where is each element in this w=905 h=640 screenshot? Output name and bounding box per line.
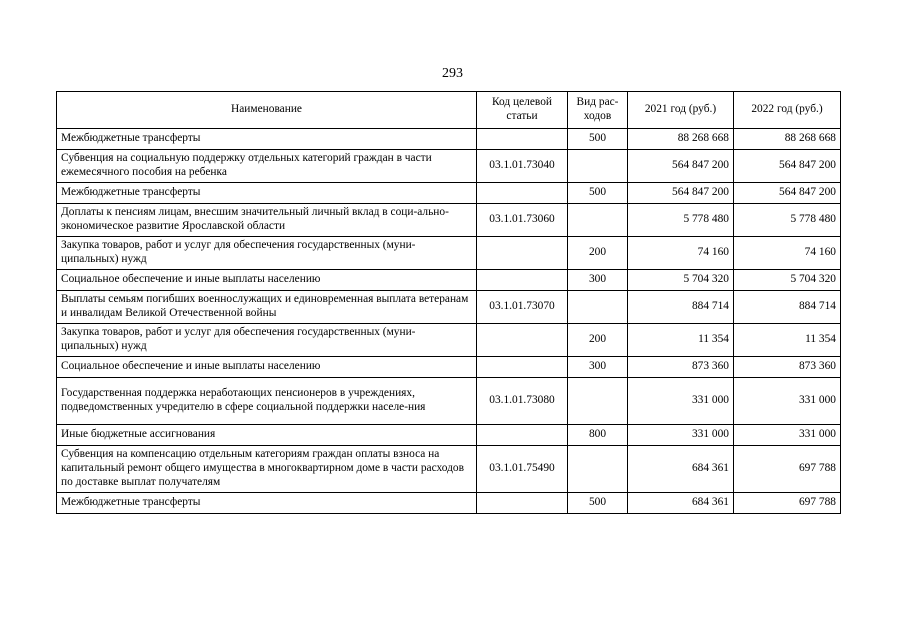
row-2022: 331 000 xyxy=(734,378,841,425)
row-type xyxy=(568,204,628,237)
row-code xyxy=(477,183,568,204)
row-type: 500 xyxy=(568,183,628,204)
row-code xyxy=(477,324,568,357)
row-2021: 684 361 xyxy=(628,493,734,514)
row-name: Доплаты к пенсиям лицам, внесшим значительный личный вклад в соци-ально-экономическое развитие Ярославской области xyxy=(57,204,477,237)
row-code: 03.1.01.73080 xyxy=(477,378,568,425)
row-type xyxy=(568,291,628,324)
table-row xyxy=(57,183,841,204)
row-2021: 564 847 200 xyxy=(628,183,734,204)
table-row xyxy=(57,446,841,493)
row-name: Субвенция на социальную поддержку отдельных категорий граждан в части ежемесячного пособия на ребенка xyxy=(57,150,477,183)
row-2021: 331 000 xyxy=(628,378,734,425)
header-name: Наименование xyxy=(57,92,477,129)
row-code: 03.1.01.73040 xyxy=(477,150,568,183)
row-type: 300 xyxy=(568,270,628,291)
row-name: Межбюджетные трансферты xyxy=(57,129,477,150)
row-2021: 873 360 xyxy=(628,357,734,378)
row-2021: 331 000 xyxy=(628,425,734,446)
row-2022: 564 847 200 xyxy=(734,183,841,204)
row-name: Социальное обеспечение и иные выплаты населению xyxy=(57,357,477,378)
row-2022: 331 000 xyxy=(734,425,841,446)
row-name: Межбюджетные трансферты xyxy=(57,183,477,204)
table-row xyxy=(57,378,841,425)
row-2022: 74 160 xyxy=(734,237,841,270)
row-name: Субвенция на компенсацию отдельным категориям граждан оплаты взноса на капитальный ремонт общего имущества в многоквартирном доме в части расходов по доставке выплат получателям xyxy=(57,446,477,493)
row-name: Межбюджетные трансферты xyxy=(57,493,477,514)
table-row xyxy=(57,493,841,514)
row-code: 03.1.01.73060 xyxy=(477,204,568,237)
row-2021: 684 361 xyxy=(628,446,734,493)
row-2021: 88 268 668 xyxy=(628,129,734,150)
row-2021: 74 160 xyxy=(628,237,734,270)
row-code xyxy=(477,270,568,291)
header-2021: 2021 год (руб.) xyxy=(628,92,734,129)
row-2022: 11 354 xyxy=(734,324,841,357)
row-type xyxy=(568,150,628,183)
row-2022: 564 847 200 xyxy=(734,150,841,183)
row-name: Закупка товаров, работ и услуг для обеспечения государственных (муни-ципальных) нужд xyxy=(57,324,477,357)
budget-table xyxy=(56,91,841,514)
row-2021: 884 714 xyxy=(628,291,734,324)
row-code xyxy=(477,493,568,514)
row-code xyxy=(477,129,568,150)
table-row xyxy=(57,357,841,378)
table-row xyxy=(57,324,841,357)
table-row xyxy=(57,425,841,446)
table-row xyxy=(57,237,841,270)
row-2022: 873 360 xyxy=(734,357,841,378)
table-header-row xyxy=(57,92,841,129)
row-code: 03.1.01.75490 xyxy=(477,446,568,493)
row-code xyxy=(477,357,568,378)
row-type: 500 xyxy=(568,493,628,514)
table-row xyxy=(57,204,841,237)
row-2022: 697 788 xyxy=(734,446,841,493)
row-code xyxy=(477,425,568,446)
row-2022: 697 788 xyxy=(734,493,841,514)
row-name: Государственная поддержка неработающих пенсионеров в учреждениях, подведомственных учредителю в сфере социальной поддержки населе-ния xyxy=(57,378,477,425)
header-code: Код целевой статьи xyxy=(477,92,568,129)
row-type: 200 xyxy=(568,237,628,270)
row-2021: 5 778 480 xyxy=(628,204,734,237)
table-row xyxy=(57,270,841,291)
row-type xyxy=(568,446,628,493)
row-name: Иные бюджетные ассигнования xyxy=(57,425,477,446)
row-type: 300 xyxy=(568,357,628,378)
table-row xyxy=(57,291,841,324)
row-type xyxy=(568,378,628,425)
row-type: 800 xyxy=(568,425,628,446)
page-number: 293 xyxy=(442,66,463,81)
row-2021: 564 847 200 xyxy=(628,150,734,183)
row-name: Выплаты семьям погибших военнослужащих и единовременная выплата ветеранам и инвалидам Великой Отечественной войны xyxy=(57,291,477,324)
row-2022: 5 778 480 xyxy=(734,204,841,237)
row-name: Закупка товаров, работ и услуг для обеспечения государственных (муни-ципальных) нужд xyxy=(57,237,477,270)
row-type: 200 xyxy=(568,324,628,357)
row-2022: 5 704 320 xyxy=(734,270,841,291)
row-type: 500 xyxy=(568,129,628,150)
row-code xyxy=(477,237,568,270)
table-row xyxy=(57,150,841,183)
table-row xyxy=(57,129,841,150)
header-2022: 2022 год (руб.) xyxy=(734,92,841,129)
row-name: Социальное обеспечение и иные выплаты населению xyxy=(57,270,477,291)
row-2021: 5 704 320 xyxy=(628,270,734,291)
row-2022: 88 268 668 xyxy=(734,129,841,150)
row-2021: 11 354 xyxy=(628,324,734,357)
header-type: Вид рас-ходов xyxy=(568,92,628,129)
row-2022: 884 714 xyxy=(734,291,841,324)
row-code: 03.1.01.73070 xyxy=(477,291,568,324)
